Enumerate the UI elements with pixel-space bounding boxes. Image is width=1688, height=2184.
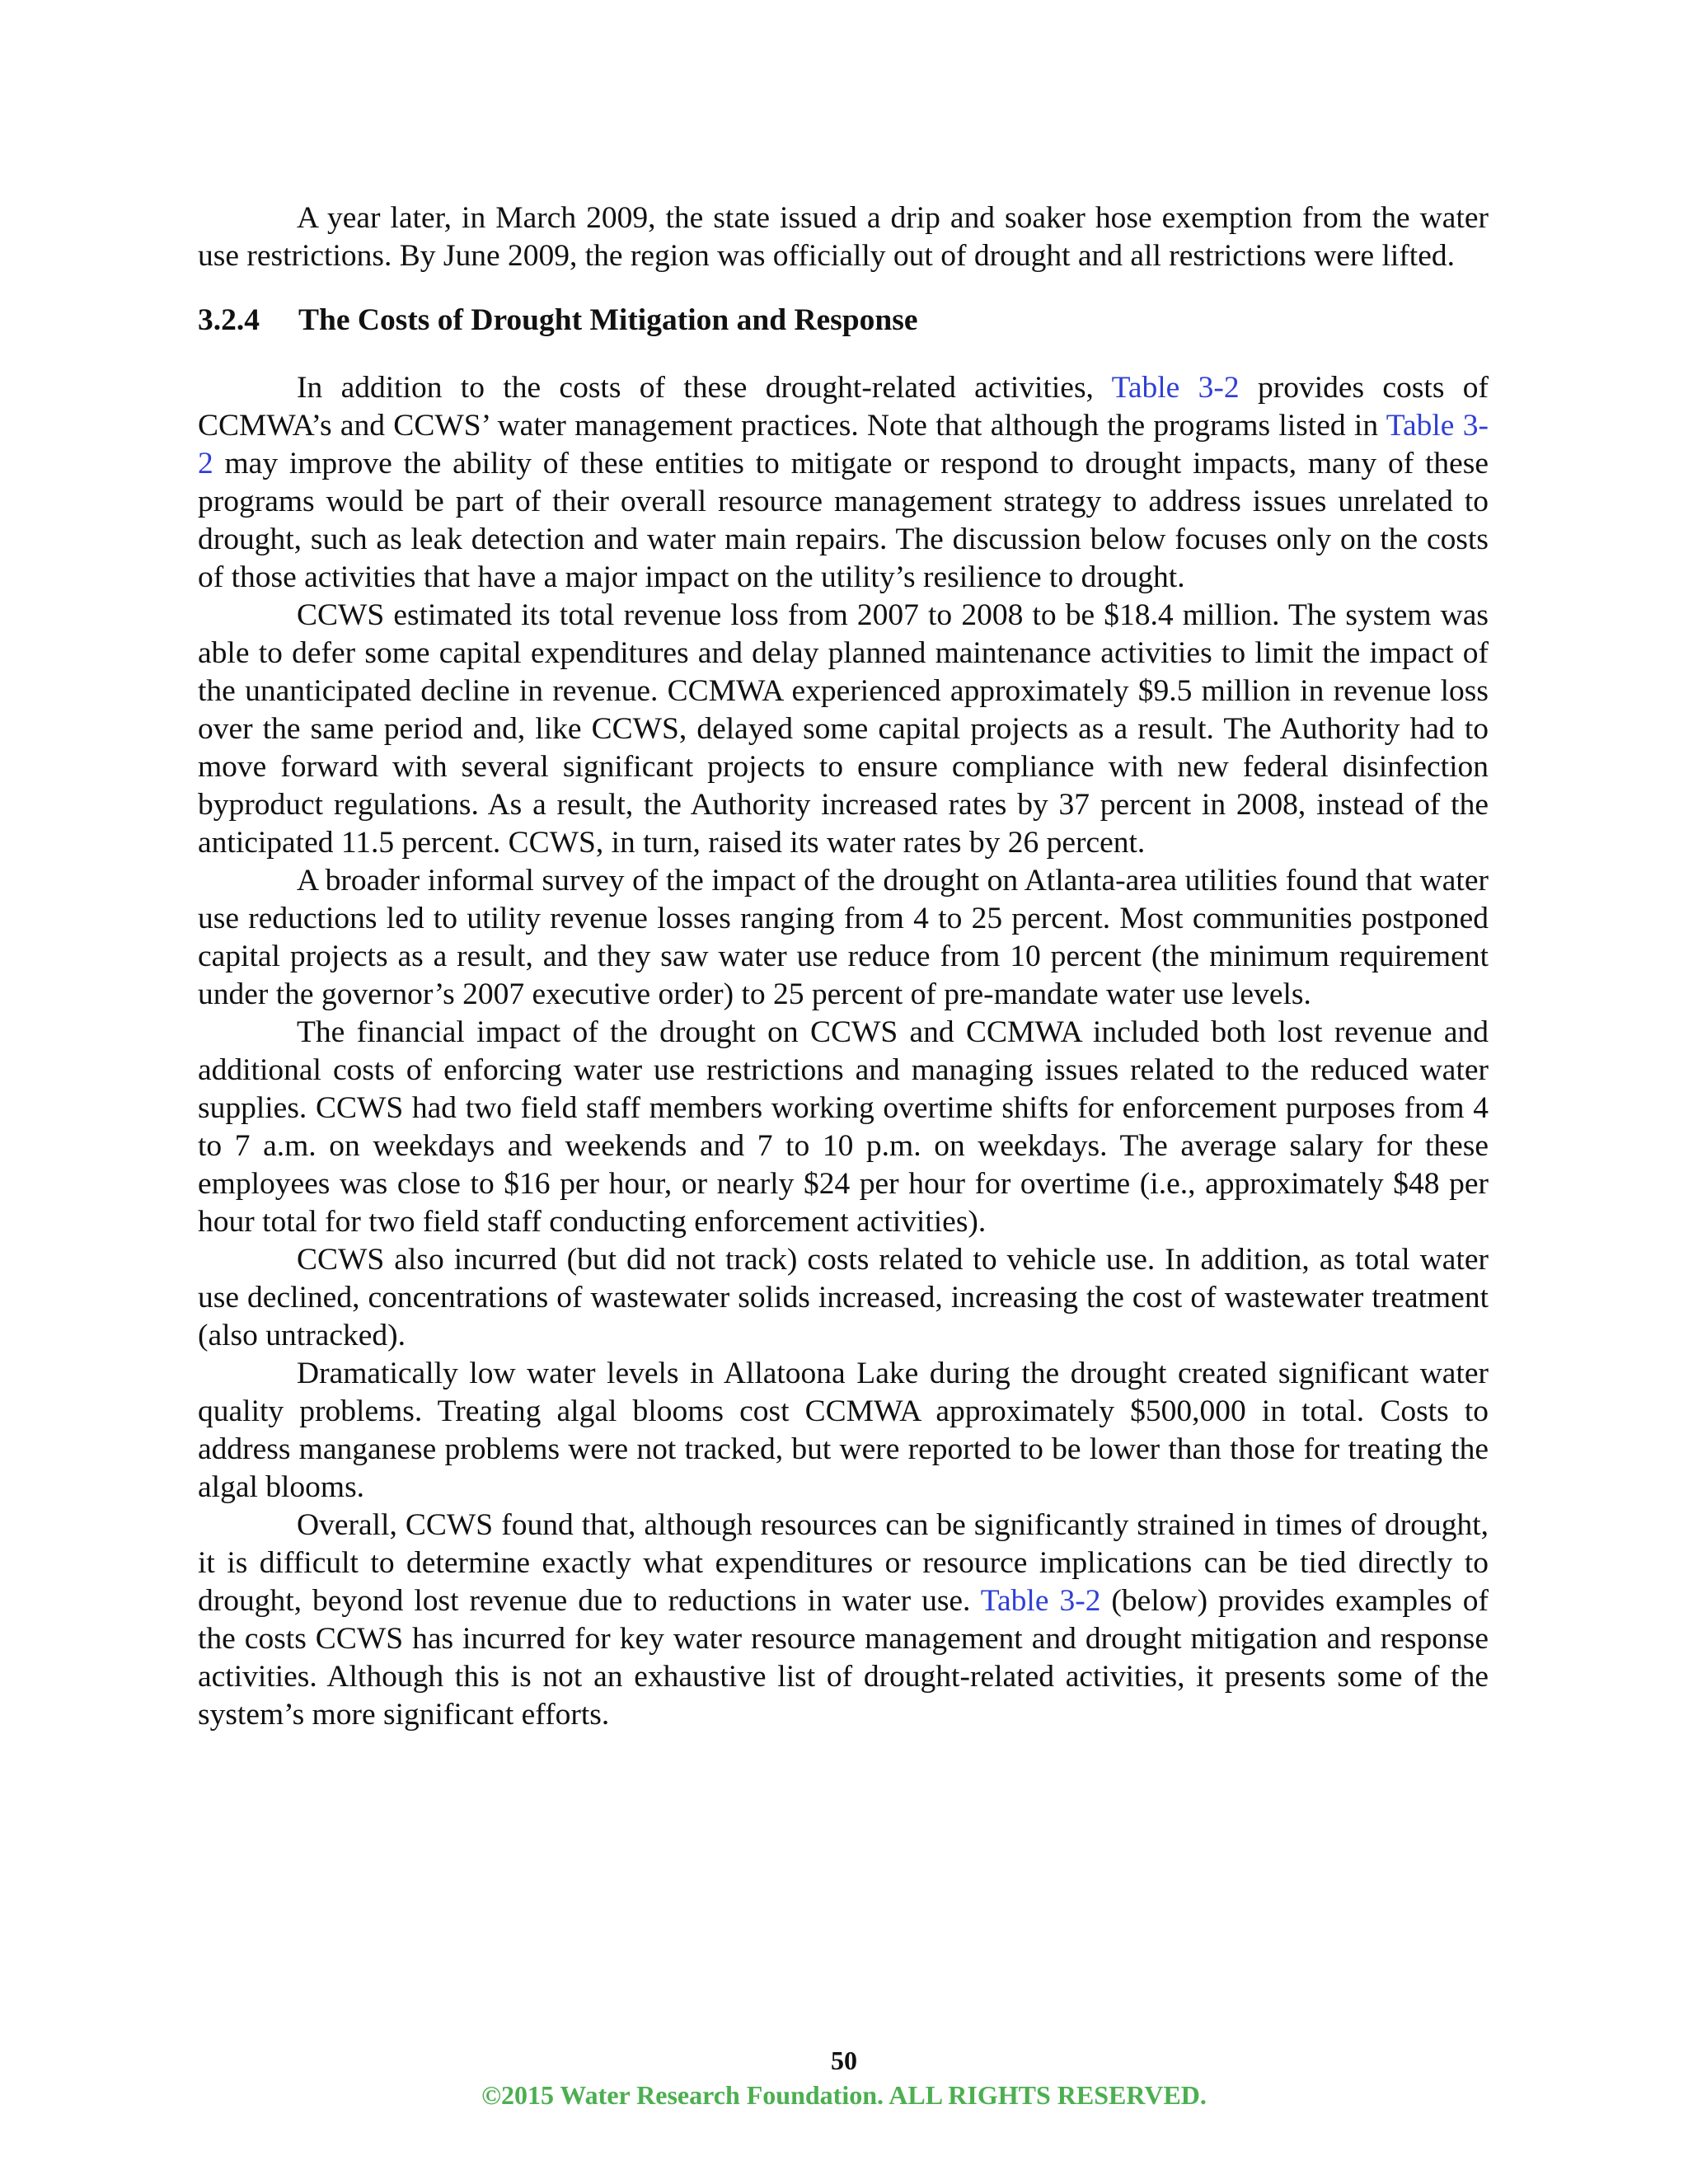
table-3-2-link[interactable]: Table 3-2 [198,409,1489,480]
table-3-2-link[interactable]: Table 3-2 [1111,371,1240,405]
paragraph-vehicle-costs: CCWS also incurred (but did not track) costs related to vehicle use. In addition, as total water use declined, concentrations of wastewater solids increased, increasing the cost of wastewater treatment (also untracked). [198,1243,1489,1352]
paragraph-financial-impact: The financial impact of the drought on CCWS and CCMWA included both lost revenue and additional costs of enforcing water use restrictions and managing issues related to the reduced water supplies. CCWS had two field staff members working overtime shifts for enforcement purposes from 4 to 7 a.m. on weekdays and weekends and 7 to 10 p.m. on weekdays. The average salary for these employees was close to $16 per hour, or nearly $24 per hour for overtime (i.e., approximately $48 per hour total for two field staff conducting enforcement activities). [198,1015,1489,1239]
paragraph-revenue-loss: CCWS estimated its total revenue loss from 2007 to 2008 to be $18.4 million. The system was able to defer some capital expenditures and delay planned maintenance activities to limit the impact of the unanticipated decline in revenue. CCMWA experienced approximately $9.5 million in revenue loss over the same period and, like CCWS, delayed some capital projects as a result. The Authority had to move forward with several significant projects to ensure compliance with new federal disinfection byproduct regulations. As a result, the Authority increased rates by 37 percent in 2008, instead of the anticipated 11.5 percent. CCWS, in turn, raised its water rates by 26 percent. [198,598,1489,860]
paragraph-text: provides costs of CCMWA’s and CCWS’ water management practices. Note that although the programs listed in [198,371,1489,443]
page-body [198,199,1489,1734]
section-number: 3.2.4 [198,303,260,337]
section-heading [198,302,1489,340]
paragraph-water-quality: Dramatically low water levels in Allatoona Lake during the drought created significant water quality problems. Treating algal blooms cost CCMWA approximately $500,000 in total. Costs to address manganese problems were not tracked, but were reported to be lower than those for treating the algal blooms. [198,1357,1489,1504]
paragraph-overall [198,1507,1489,1734]
paragraph-text: may improve the ability of these entities to mitigate or respond to drought impacts, many of these programs would be part of their overall resource management strategy to address issues unrelated to drought, such as leak detection and water main repairs. The discussion below focuses only on the costs of those activities that have a major impact on the utility’s resilience to drought. [198,447,1489,594]
paragraph-text: Overall, CCWS found that, although resources can be significantly strained in times of drought, it is difficult to determine exactly what expenditures or resource implications can be tied directly to drought, beyond lost revenue due to reductions in water use. [198,1508,1489,1618]
section-title: The Costs of Drought Mitigation and Response [298,303,918,337]
paragraph-atlanta-survey: A broader informal survey of the impact of the drought on Atlanta-area utilities found that water use reductions led to utility revenue losses ranging from 4 to 25 percent. Most communities postponed capital projects as a result, and they saw water use reduce from 10 percent (the minimum requirement under the governor’s 2007 executive order) to 25 percent of pre-mandate water use levels. [198,864,1489,1011]
copyright-notice: ©2015 Water Research Foundation. ALL RIGHTS RESERVED. [481,2080,1207,2110]
paragraph-text: In addition to the costs of these drought-related activities, [297,371,1112,405]
intro-paragraph: A year later, in March 2009, the state issued a drip and soaker hose exemption from the water use restrictions. By June 2009, the region was officially out of drought and all restrictions were lifted. [198,201,1489,273]
page-number: 50 [831,2046,857,2075]
paragraph-costs-overview [198,369,1489,597]
paragraph-text: (below) provides examples of the costs CCWS has incurred for key water resource management and drought mitigation and response activities. Although this is not an exhaustive list of drought-related activities, it presents some of the system’s more significant efforts. [198,1584,1489,1732]
table-3-2-link[interactable]: Table 3-2 [980,1584,1101,1618]
